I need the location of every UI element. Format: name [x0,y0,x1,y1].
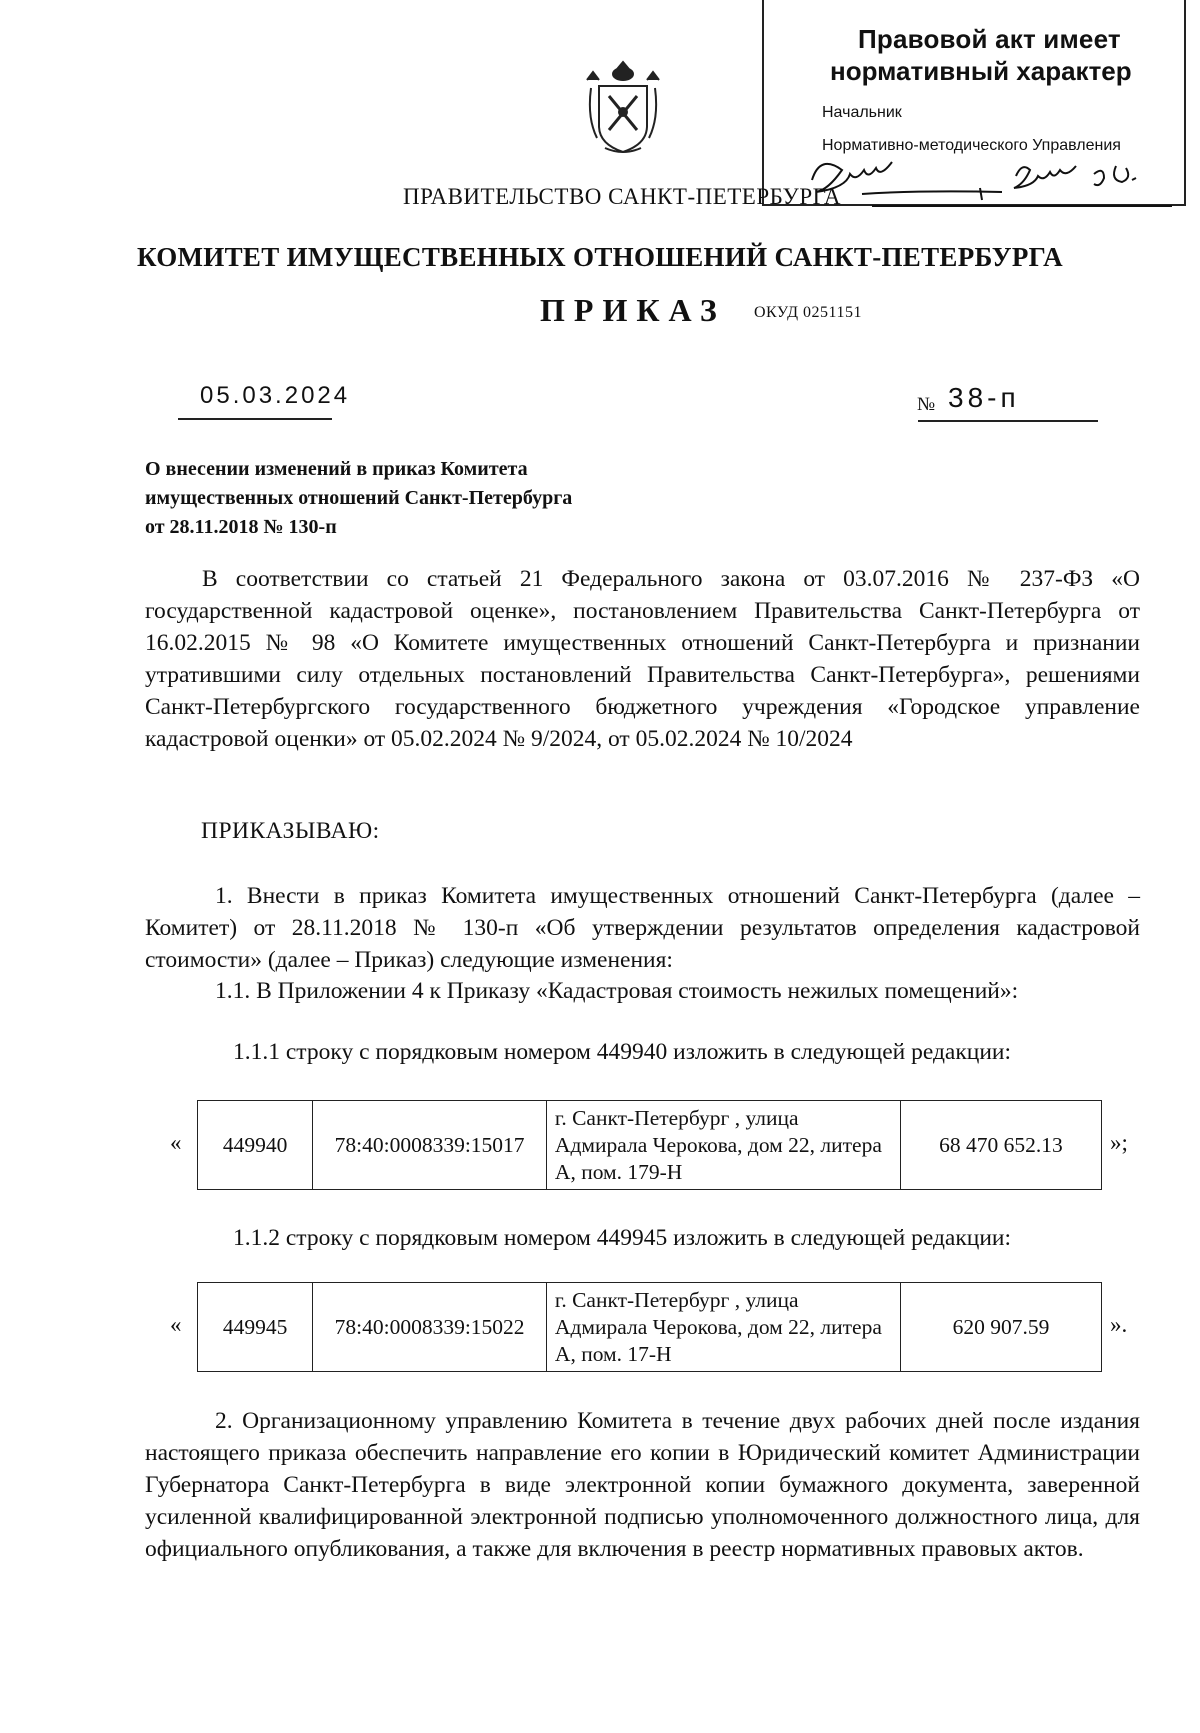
row2-open-quote: « [170,1312,182,1337]
committee-heading: КОМИТЕТ ИМУЩЕСТВЕННЫХ ОТНОШЕНИЙ САНКТ-ПЕТЕРБУРГА [137,242,1063,272]
cadastral-number-cell: 78:40:0008339:15017 [313,1101,547,1190]
order-subject [145,455,705,542]
row1-open-quote: « [170,1130,182,1155]
date-underline [178,418,332,420]
item-1-paragraph: 1. Внести в приказ Комитета имущественных отношений Санкт-Петербурга (далее – Комитет) от 28.11.2018 № 130-п «Об утверждении результатов определения кадастровой стоимости» (далее – Приказ) следующие изменения: [145,883,1140,973]
replacement-row-table-2 [197,1282,1102,1372]
document-type-title: ПРИКАЗ [540,292,726,328]
item-1-1-paragraph: 1.1. В Приложении 4 к Приказу «Кадастровая стоимость нежилых помещений»: [215,978,1019,1004]
government-heading: ПРАВИТЕЛЬСТВО САНКТ-ПЕТЕРБУРГА [403,184,842,209]
stamp-head-title: Начальник [822,104,902,121]
stamp-title-line2: нормативный характер [830,56,1132,86]
stamp-title-line1: Правовой акт имеет [858,24,1121,54]
item-2-paragraph: 2. Организационному управлению Комитета в течение двух рабочих дней после издания настоящего приказа обеспечить направление его копии в Юридический комитет Администрации Губернатора Санкт-Петербурга в виде электронной копии бумажного документа, заверенной усиленной квалифицированной электронной подписью уполномоченного должностного лица, для официального опубликования, а также для включения в реестр нормативных правовых актов. [145,1408,1140,1562]
cadastral-value-cell: 620 907.59 [900,1283,1101,1372]
cadastral-value-cell: 68 470 652.13 [900,1101,1101,1190]
stamp-handwritten-signature [802,150,1182,212]
order-word: ПРИКАЗЫВАЮ: [201,818,380,844]
stamp-department: Нормативно-методического Управления [822,137,1121,154]
normative-act-stamp [762,0,1186,212]
row-number-cell: 449940 [198,1101,313,1190]
cadastral-number-cell: 78:40:0008339:15022 [313,1283,547,1372]
item-1-1-1-paragraph: 1.1.1 строку с порядковым номером 449940 изложить в следующей редакции: [233,1039,1012,1065]
okud-code: ОКУД 0251151 [754,304,862,321]
number-sign: № [917,394,936,415]
replacement-row-table-1 [197,1100,1102,1190]
table-row [198,1283,1102,1372]
address-cell: г. Санкт-Петербург , улица Адмирала Черокова, дом 22, литера А, пом. 17-Н [546,1283,900,1372]
number-underline [918,420,1098,422]
coat-of-arms-emblem [585,58,661,156]
row1-close-quote: »; [1110,1130,1128,1155]
item-1-1-2-paragraph: 1.1.2 строку с порядковым номером 449945 изложить в следующей редакции: [233,1225,1012,1251]
address-cell: г. Санкт-Петербург , улица Адмирала Черокова, дом 22, литера А, пом. 179-Н [546,1101,900,1190]
row-number-cell: 449945 [198,1283,313,1372]
row2-close-quote: ». [1110,1312,1128,1337]
table-row [198,1101,1102,1190]
preamble-paragraph: В соответствии со статьей 21 Федерального закона от 03.07.2016 № 237-ФЗ «О государственной кадастровой оценке», постановлением Правительства Санкт-Петербурга от 16.02.2015 № 98 «О Комитете имущественных отношений Санкт-Петербурга и признании утратившими силу отдельных постановлений Правительства Санкт-Петербурга», решениями Санкт-Петербургского государственного бюджетного учреждения «Городское управление кадастровой оценки» от 05.02.2024 № 9/2024, от 05.02.2024 № 10/2024 [145,566,1140,752]
subject-line: О внесении изменений в приказ Комитета [145,458,528,480]
order-number: 38-п [948,382,1020,413]
subject-line: от 28.11.2018 № 130-п [145,516,337,538]
subject-line: имущественных отношений Санкт-Петербурга [145,487,573,509]
order-date: 05.03.2024 [200,382,351,409]
